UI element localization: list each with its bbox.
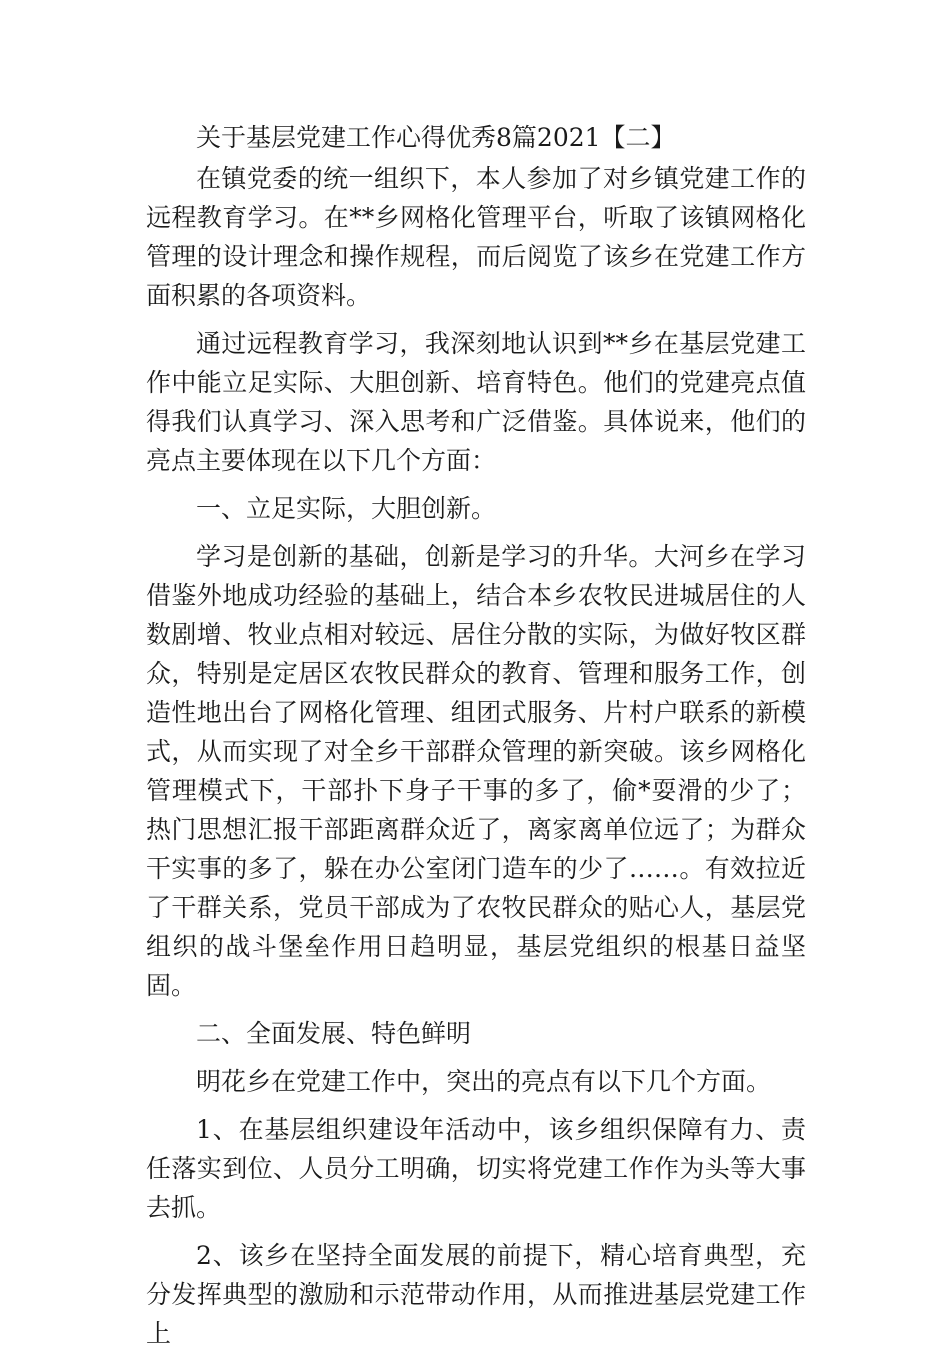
- paragraph: 学习是创新的基础，创新是学习的升华。大河乡在学习借鉴外地成功经验的基础上，结合本乡农牧民进城居住的人数剧增、牧业点相对较远、居住分散的实际，为做好牧区群众，特别是定居区农牧民群众的教育、管理和服务工作，创造性地出台了网格化管理、组团式服务、片村户联系的新模式，从而实现了对全乡干部群众管理的新突破。该乡网格化管理模式下，干部扑下身子干事的多了，偷*耍滑的少了；热门思想汇报干部距离群众近了，离家离单位远了；为群众干实事的多了，躲在办公室闭门造车的少了……。有效拉近了干群关系，党员干部成为了农牧民群众的贴心人，基层党组织的战斗堡垒作用日趋明显，基层党组织的根基日益坚固。: [146, 542, 806, 1000]
- paragraph: 2、该乡在坚持全面发展的前提下，精心培育典型，充分发挥典型的激励和示范带动作用，从而推进基层党建工作上: [146, 1241, 806, 1348]
- section-heading: 一、立足实际，大胆创新。: [196, 494, 497, 523]
- paragraph: 在镇党委的统一组织下，本人参加了对乡镇党建工作的远程教育学习。在**乡网格化管理平台，听取了该镇网格化管理的设计理念和操作规程，而后阅览了该乡在党建工作方面积累的各项资料。: [146, 164, 806, 310]
- document-title: 关于基层党建工作心得优秀8篇2021【二】: [196, 123, 676, 152]
- section-heading: 二、全面发展、特色鲜明: [196, 1019, 472, 1048]
- document-body: [146, 118, 806, 1362]
- paragraph: 通过远程教育学习，我深刻地认识到**乡在基层党建工作中能立足实际、大胆创新、培育特色。他们的党建亮点值得我们认真学习、深入思考和广泛借鉴。具体说来，他们的亮点主要体现在以下几个方面：: [146, 329, 806, 475]
- paragraph: 明花乡在党建工作中，突出的亮点有以下几个方面。: [196, 1067, 772, 1096]
- paragraph: 1、在基层组织建设年活动中，该乡组织保障有力、责任落实到位、人员分工明确，切实将党建工作作为头等大事去抓。: [146, 1115, 806, 1222]
